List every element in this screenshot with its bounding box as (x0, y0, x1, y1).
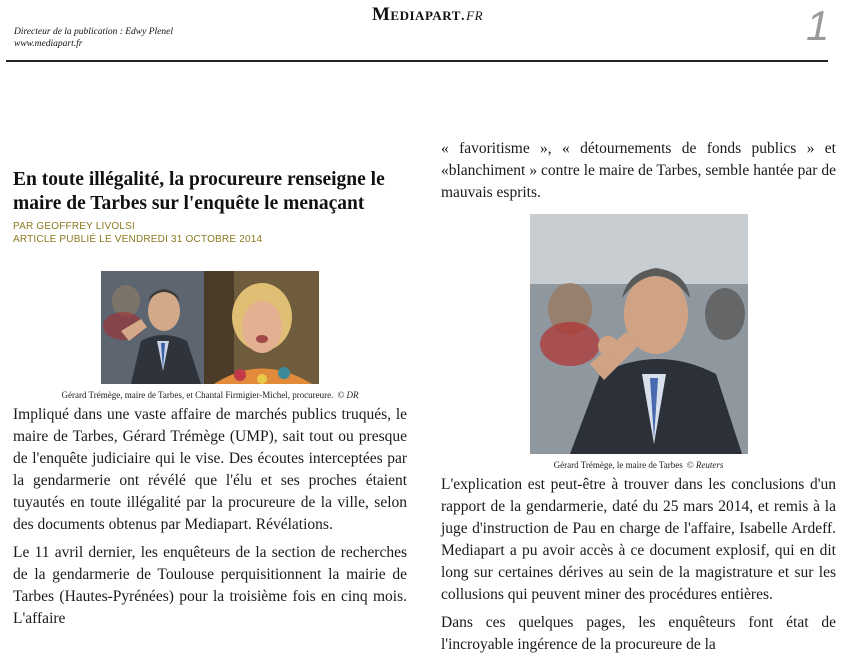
paragraph-4: L'explication est peut-être à trouver dans les conclusions d'un rapport de la gendarmerie, daté du 25 mars 2014, et remis à la juge d'instruction de Pau en charge de l'affaire, Isabelle Ardeff. Mediapart a pu avoir accès à ce document explosif, qui en dit long sur certaines dérives au sein de la magistrature et sur les collusions qui peuvent miner des procédures entières. (441, 476, 836, 603)
paragraph-3: « favoritisme », « détournements de fonds publics » et «blanchiment » contre le maire de Tarbes, semble hantée par de mauvais esprits. (441, 140, 836, 201)
page-number: 1 (806, 2, 830, 49)
article-title: En toute illégalité, la procureure renseigne le maire de Tarbes sur l'enquête le menaçant (13, 169, 385, 214)
left-column (13, 168, 407, 630)
mayor-photo (101, 271, 204, 384)
photo1-caption (13, 390, 407, 400)
header-rule (6, 60, 828, 62)
article-byline: PAR GEOFFREY LIVOLSI (13, 221, 135, 232)
paragraph-1: Impliqué dans une vaste affaire de marchés publics truqués, le maire de Tarbes, Gérard Trémège (UMP), sait tout ou presque de l'enquête judiciaire qui le vise. Des écoutes interceptées par la gendarmerie ont révélé que l'élu et ses proches étaient tuyautés en toute illégalité par la procureure de la ville, selon des documents obtenus par Mediapart. Révélations. (13, 406, 407, 533)
photo1-credit: © DR (337, 390, 359, 400)
paragraph-2: Le 11 avril dernier, les enquêteurs de la section de recherches de la gendarmerie de Toulouse perquisitionnent la mairie de Tarbes (Hautes-Pyrénées) pour la troisième fois en cinq mois. L'affaire (13, 544, 407, 627)
paragraph-5: Dans ces quelques pages, les enquêteurs font état de l'incroyable ingérence de la procureure de la (441, 614, 836, 653)
publication-director: Directeur de la publication : Edwy Plenel (14, 27, 173, 37)
mayor-pointing-photo (530, 214, 748, 454)
photo2-caption (441, 460, 836, 470)
logo-suffix: .fr (460, 4, 484, 25)
logo-main: Mediapart (372, 4, 461, 25)
page-header (0, 0, 847, 62)
prosecutor-photo (204, 271, 319, 384)
right-column (441, 138, 836, 656)
photo2-credit: © Reuters (686, 460, 724, 470)
mediapart-logo (372, 4, 483, 26)
article-pubdate: ARTICLE PUBLIÉ LE VENDREDI 31 OCTOBRE 2014 (13, 234, 263, 245)
photo2-caption-text: Gérard Trémège, le maire de Tarbes (553, 460, 683, 470)
site-url[interactable]: www.mediapart.fr (14, 39, 83, 49)
photo1-caption-text: Gérard Trémège, maire de Tarbes, et Chantal Firmigier-Michel, procureure. (61, 390, 334, 400)
article-photo-pair (101, 271, 319, 384)
publication-info (14, 26, 173, 50)
